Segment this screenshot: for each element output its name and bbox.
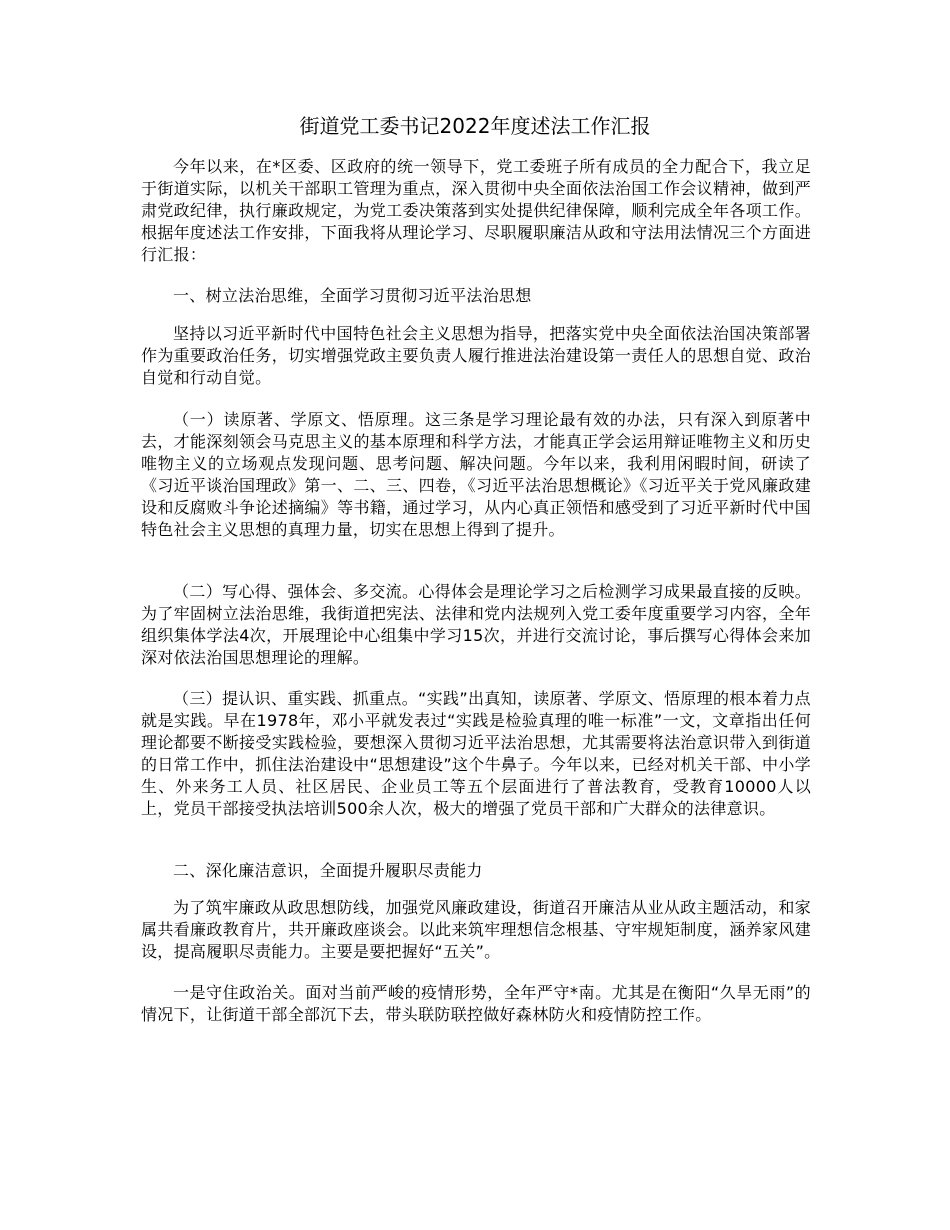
point-1-paragraph: 一是守住政治关。面对当前严峻的疫情形势，全年严守*南。尤其是在衡阳“久旱无雨”的情况下，让街道干部全部沉下去，带头联防联控做好森林防火和疫情防控工作。 <box>141 983 811 1024</box>
section-heading-1: 一、树立法治思维，全面学习贯彻习近平法治思想 <box>173 286 532 305</box>
section-2-intro-paragraph: 为了筑牢廉政从政思想防线，加强党风廉政建设，街道召开廉洁从业从政主题活动，和家属共看廉政教育片，共开廉政座谈会。以此来筑牢理想信念根基、守牢规矩制度，涵养家风建设，提高履职尽责能力。主要是要把握好“五关”。 <box>141 898 811 961</box>
subsection-3-paragraph: （三）提认识、重实践、抓重点。“实践”出真知，读原著、学原文、悟原理的根本着力点就是实践。早在1978年，邓小平就发表过“实践是检验真理的唯一标准”一文，文章指出任何理论都要不断接受实践检验，要想深入贯彻习近平法治思想，尤其需要将法治意识带入到街道的日常工作中，抓住法治建设中“思想建设”这个牛鼻子。今年以来，已经对机关干部、中小学生、外来务工人员、社区居民、企业员工等五个层面进行了普法教育，受教育10000人以上，党员干部接受执法培训500余人次，极大的增强了党员干部和广大群众的法律意识。 <box>141 689 811 818</box>
subsection-1-paragraph: （一）读原著、学原文、悟原理。这三条是学习理论最有效的办法，只有深入到原著中去，才能深刻领会马克思主义的基本原理和科学方法，才能真正学会运用辩证唯物主义和历史唯物主义的立场观点发现问题、思考问题、解决问题。今年以来，我利用闲暇时间，研读了《习近平谈治国理政》第一、二、三、四卷，《习近平法治思想概论》《习近平关于党风廉政建设和反腐败斗争论述摘编》等书籍，通过学习，从内心真正领悟和感受到了习近平新时代中国特色社会主义思想的真理力量，切实在思想上得到了提升。 <box>141 410 811 539</box>
document-title: 街道党工委书记2022年度述法工作汇报 <box>299 114 651 138</box>
subsection-2-paragraph: （二）写心得、强体会、多交流。心得体会是理论学习之后检测学习成果最直接的反映。为了牢固树立法治思维，我街道把宪法、法律和党内法规列入党工委年度重要学习内容，全年组织集体学法4次，开展理论中心组集中学习15次，并进行交流讨论，事后撰写心得体会来加深对依法治国思想理论的理解。 <box>141 582 811 667</box>
section-heading-2: 二、深化廉洁意识，全面提升履职尽责能力 <box>173 861 483 880</box>
intro-paragraph: 今年以来，在*区委、区政府的统一领导下，党工委班子所有成员的全力配合下，我立足于街道实际，以机关干部职工管理为重点，深入贯彻中央全面依法治国工作会议精神，做到严肃党政纪律，执行廉政规定，为党工委决策落到实处提供纪律保障，顺利完成全年各项工作。根据年度述法工作安排，下面我将从理论学习、尽职履职廉洁从政和守法用法情况三个方面进行汇报： <box>141 157 811 264</box>
section-1-intro-paragraph: 坚持以习近平新时代中国特色社会主义思想为指导，把落实党中央全面依法治国决策部署作为重要政治任务，切实增强党政主要负责人履行推进法治建设第一责任人的思想自觉、政治自觉和行动自觉。 <box>141 324 811 387</box>
